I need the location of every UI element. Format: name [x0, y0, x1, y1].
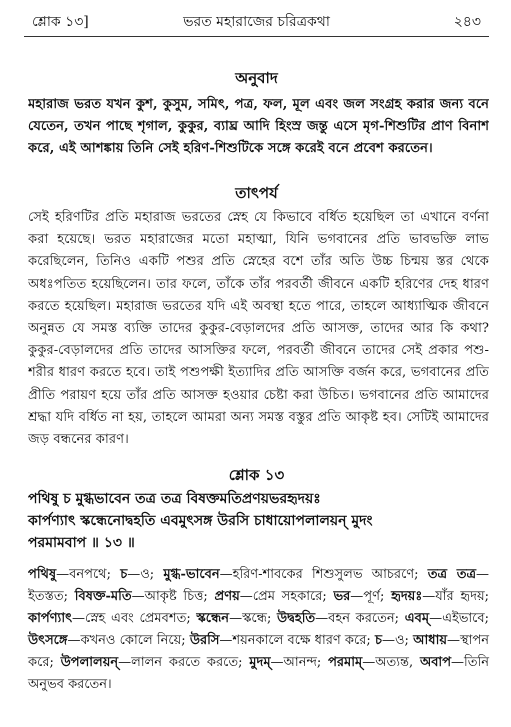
synonym-meaning: লালন করতে করতে;: [131, 655, 250, 670]
synonym-word: চ: [120, 567, 128, 582]
synonym-word: মুগ্ধ-ভাবেন: [163, 567, 220, 582]
synonym-word: কার্পণ্যাৎ: [28, 611, 73, 626]
synonym-meaning: শয়নকালে বক্ষে ধারণ করে;: [232, 633, 375, 648]
purport-heading: তাৎপর্য: [235, 184, 278, 202]
synonym-meaning: আনন্দ;: [283, 655, 329, 670]
synonym-meaning: ইতস্তত;: [28, 589, 75, 604]
synonym-meaning: প্রেম সহকারে;: [252, 589, 334, 604]
page-header: [24, 10, 489, 34]
synonym-word: পরমাম্: [328, 655, 363, 670]
synonym-meaning: তিনি অনুভব করতেন।: [28, 655, 489, 692]
synonym-word: এবম্: [404, 611, 430, 626]
synonym-word: ভর: [333, 589, 351, 604]
synonym-meaning: এইভাবে;: [442, 611, 490, 626]
verse-reference: শ্লোক ১৩]: [32, 14, 89, 30]
page-number: ২৪৩: [453, 14, 481, 30]
synonym-meaning: আকৃষ্ট চিত্ত;: [144, 589, 215, 604]
synonym-meaning: স্থাপন করে;: [28, 633, 489, 670]
synonym-word: স্কন্ধেন: [196, 611, 230, 626]
synonym-word: উপলালয়ন্: [60, 655, 119, 670]
synonym-word: অবাপ: [419, 655, 452, 670]
synonym-meaning: বহন করতেন;: [328, 611, 405, 626]
synonym-word: উরসি: [189, 633, 220, 648]
synonym-meaning: পূর্ণ;: [363, 589, 392, 604]
word-for-word-synonyms: পথিষু—বনপথে; চ—ও; মুগ্ধ-ভাবেন—হরিণ-শাবকের শিশুসুলভ আচরণে; তত্র তত্র—ইতস্তত; বিষক্ত-মতি—আকৃষ্ট চিত্ত; প্রণয়—প্রেম সহকারে; ভর—পূর্ণ; হৃদয়ঃ—যাঁর হৃদয়; কার্পণ্যাৎ—স্নেহ এবং প্রেমবশত; স্কন্ধেন—স্কন্ধে; উদ্বহতি—বহন করতেন; এবম্—এইভাবে; উৎসঙ্গে—কখনও কোলে নিয়ে; উরসি—শয়নকালে বক্ষে ধারণ করে; চ—ও; আধায়—স্থাপন করে; উপলালয়ন্—লালন করতে করতে; মুদম্—আনন্দ; পরমাম্—অত্যন্ত, অবাপ—তিনি অনুভব করতেন।: [28, 567, 490, 692]
translation-heading: অনুবাদ: [235, 69, 278, 87]
header-rule: [24, 36, 489, 37]
verse-line: কার্পণ্যাৎ স্কন্ধেনোদ্বহতি এবমুৎসঙ্গ উরসি চাধায়োপলালয়ন্ মুদং: [28, 513, 373, 529]
synonym-word: বিষক্ত-মতি: [74, 589, 132, 604]
verse-line: পরমামবাপ ॥ ১৩ ॥: [28, 535, 135, 551]
synonym-meaning: স্নেহ এবং প্রেমবশত;: [85, 611, 197, 626]
synonym-meaning: হরিণ-শাবকের শিশুসুলভ আচরণে;: [232, 567, 428, 582]
synonym-meaning: কখনও কোলে নিয়ে;: [80, 633, 190, 648]
synonym-meaning: অত্যন্ত,: [375, 655, 420, 670]
synonym-meaning: বনপথে;: [69, 567, 121, 582]
synonym-word: উৎসঙ্গে: [28, 633, 68, 648]
sanskrit-verse: [28, 488, 489, 554]
purport-text: সেই হরিণটির প্রতি মহারাজ ভরতের স্নেহ যে কিভাবে বর্ধিত হয়েছিল তা এখানে বর্ণনা করা হয়েছে। ভরত মহারাজের মতো মহাত্মা, যিনি ভগবানের প্রতি ভাবভক্তি লাভ করেছিলেন, তিনিও একটি পশুর প্রতি স্নেহের বশে তাঁর অতি উচ্চ চিন্ময় স্তর থেকে অধঃপতিত হয়েছিলেন। তার ফলে, তাঁকে তাঁর পরবর্তী জীবনে একটি হরিণের দেহ ধারণ করতে হয়েছিল। মহারাজ ভরতের যদি এই অবস্থা হতে পারে, তাহলে আধ্যাত্মিক জীবনে অনুন্নত যে সমস্ত ব্যক্তি তাদের কুকুর-বেড়ালদের প্রতি আসক্ত, তাদের আর কি কথা? কুকুর-বেড়ালদের প্রতি তাদের আসক্তির ফলে, পরবর্তী জীবনে তাদের সেই প্রকার পশু-শরীর ধারণ করতে হবে। তাই পশুপক্ষী ইত্যাদির প্রতি আসক্তি বর্জন করে, ভগবানের প্রতি প্রীতি পরায়ণ হয়ে তাঁর প্রতি আসক্ত হওয়ার চেষ্টা করা উচিত। ভগবানের প্রতি আমাদের শ্রদ্ধা যদি বর্ধিত না হয়, তাহলে আমরা অন্য সমস্ত বস্তুর প্রতি আকৃষ্ট হব। সেটিই আমাদের জড় বন্ধনের কারণ।: [28, 210, 489, 448]
synonym-word: চ: [374, 633, 382, 648]
synonym-meaning: ও;: [140, 567, 164, 582]
synonym-word: আধায়: [413, 633, 448, 648]
synonym-word: হৃদয়ঃ: [391, 589, 423, 604]
synonym-word: মুদম্: [249, 655, 271, 670]
synonym-word: উদ্বহতি: [277, 611, 316, 626]
synonym-word: পথিষু: [28, 567, 57, 582]
synonym-meaning: যাঁর হৃদয়;: [435, 589, 489, 604]
synonym-word: তত্র তত্র: [427, 567, 476, 582]
translation-text: মহারাজ ভরত যখন কুশ, কুসুম, সমিৎ, পত্র, ফল, মূল এবং জল সংগ্রহ করার জন্য বনে যেতেন, তখন পাছে শৃগাল, কুকুর, ব্যাঘ্র আদি হিংস্র জন্তু এসে মৃগ-শিশুটির প্রাণ বিনাশ করে, এই আশঙ্কায় তিনি সেই হরিণ-শিশুটিকে সঙ্গে করেই বনে প্রবেশ করতেন।: [28, 97, 489, 156]
verse-line: পথিষু চ মুগ্ধভাবেন তত্র তত্র বিষক্তমতিপ্রণয়ভরহৃদয়ঃ: [28, 491, 321, 507]
synonym-meaning: স্কন্ধে;: [242, 611, 278, 626]
verse-heading: শ্লোক ১৩: [228, 466, 285, 484]
running-title: ভরত মহারাজের চরিত্রকথা: [183, 14, 330, 30]
synonym-word: প্রণয়: [214, 589, 240, 604]
synonym-meaning: ও;: [394, 633, 414, 648]
